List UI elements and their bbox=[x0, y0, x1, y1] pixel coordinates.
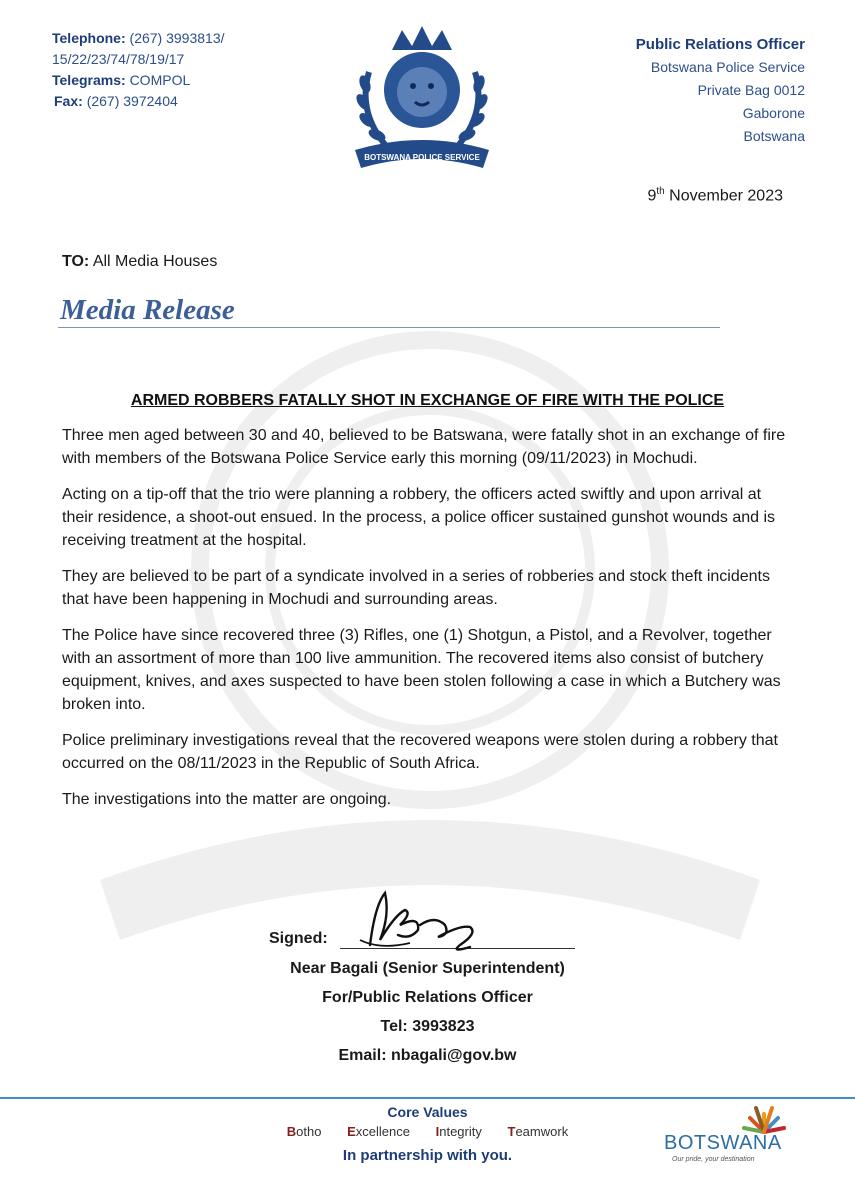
media-release-title: Media Release bbox=[60, 294, 235, 326]
core-value-item bbox=[508, 1124, 569, 1139]
telephone-label: Telephone: bbox=[52, 30, 126, 46]
body-paragraph: Acting on a tip-off that the trio were planning a robbery, the officers acted swiftly and upon arrival at their residence, a shoot-out ensued. In the process, a police officer sustained gunshot wounds and is receiving treatment at the hospital. bbox=[62, 486, 776, 549]
officer-address-line: Private Bag 0012 bbox=[697, 82, 805, 98]
recipient-line bbox=[62, 253, 217, 271]
core-value-rest: xcellence bbox=[355, 1124, 410, 1139]
body-paragraph: Three men aged between 30 and 40, believed to be Batswana, were fatally shot in an exchange of fire with members of the Botswana Police Service early this morning (09/11/2023) in Mochudi. bbox=[62, 427, 786, 467]
brand-tagline: Our pride, your destination bbox=[672, 1156, 755, 1163]
officer-title: Public Relations Officer bbox=[635, 36, 805, 53]
officer-address-line: Botswana bbox=[743, 128, 805, 144]
botswana-brand-logo bbox=[664, 1098, 814, 1168]
body-paragraph: They are believed to be part of a syndicate involved in a series of robberies and stock theft incidents that have been happening in Mochudi and surrounding areas. bbox=[62, 568, 770, 608]
release-headline: ARMED ROBBERS FATALLY SHOT IN EXCHANGE OF FIRE WITH THE POLICE bbox=[130, 392, 725, 409]
title-divider bbox=[58, 327, 720, 328]
contact-block bbox=[52, 28, 225, 112]
signed-label: Signed: bbox=[269, 930, 328, 947]
core-value-rest: eamwork bbox=[515, 1124, 569, 1139]
recipient-label: TO: bbox=[62, 253, 90, 270]
fax-value: (267) 3972404 bbox=[86, 93, 178, 109]
telephone-extensions: 15/22/23/74/78/19/17 bbox=[52, 51, 185, 67]
body-paragraph: The investigations into the matter are ongoing. bbox=[62, 791, 392, 808]
core-value-item bbox=[436, 1124, 482, 1139]
fax-label: Fax: bbox=[54, 93, 83, 109]
brand-wordmark: BOTSWANA bbox=[664, 1132, 782, 1154]
botswana-police-crest-icon bbox=[347, 22, 497, 182]
release-date bbox=[647, 186, 783, 205]
core-value-initial: T bbox=[507, 1124, 516, 1139]
officer-address-block bbox=[636, 33, 805, 148]
body-paragraph: Police preliminary investigations reveal that the recovered weapons were stolen during a robbery that occurred on the 08/11/2023 in the Republic of South Africa. bbox=[62, 732, 778, 772]
core-value-item bbox=[347, 1124, 410, 1139]
signatory-role: For/Public Relations Officer bbox=[322, 989, 533, 1006]
date-month-year: November 2023 bbox=[669, 187, 783, 205]
core-value-rest: ntegrity bbox=[439, 1124, 482, 1139]
officer-address-line: Gaborone bbox=[742, 105, 805, 121]
telegrams-value: COMPOL bbox=[129, 72, 191, 88]
core-value-item bbox=[287, 1124, 322, 1139]
officer-address-line: Botswana Police Service bbox=[650, 59, 805, 75]
partnership-slogan: In partnership with you. bbox=[342, 1147, 513, 1164]
date-day: 9 bbox=[647, 187, 657, 205]
signatory-email: Email: nbagali@gov.bw bbox=[338, 1047, 517, 1064]
signatory-tel: Tel: 3993823 bbox=[380, 1018, 475, 1035]
signatory-name: Near Bagali (Senior Superintendent) bbox=[290, 960, 565, 977]
telegrams-label: Telegrams: bbox=[52, 72, 126, 88]
sunburst-icon bbox=[734, 1098, 794, 1134]
body-paragraph: The Police have since recovered three (3) Rifles, one (1) Shotgun, a Pistol, and a Revolver, together with an assortment of more than 100 live ammunition. The recovered items also consist of butchery equipment, knives, and axes suspected to have been stolen following a case in which a Butchery was broken into. bbox=[62, 627, 781, 713]
release-body bbox=[62, 424, 794, 824]
core-value-initial: E bbox=[347, 1124, 356, 1139]
core-value-initial: I bbox=[435, 1124, 440, 1139]
crest-ribbon-text: BOTSWANA POLICE SERVICE bbox=[364, 153, 480, 162]
core-value-rest: otho bbox=[296, 1124, 322, 1139]
date-day-suffix: th bbox=[656, 186, 665, 197]
handwritten-signature bbox=[350, 885, 500, 955]
telephone-value: (267) 3993813/ bbox=[129, 30, 225, 46]
recipient-value: All Media Houses bbox=[92, 253, 218, 270]
core-value-initial: B bbox=[286, 1124, 297, 1139]
core-values-title: Core Values bbox=[387, 1104, 468, 1120]
